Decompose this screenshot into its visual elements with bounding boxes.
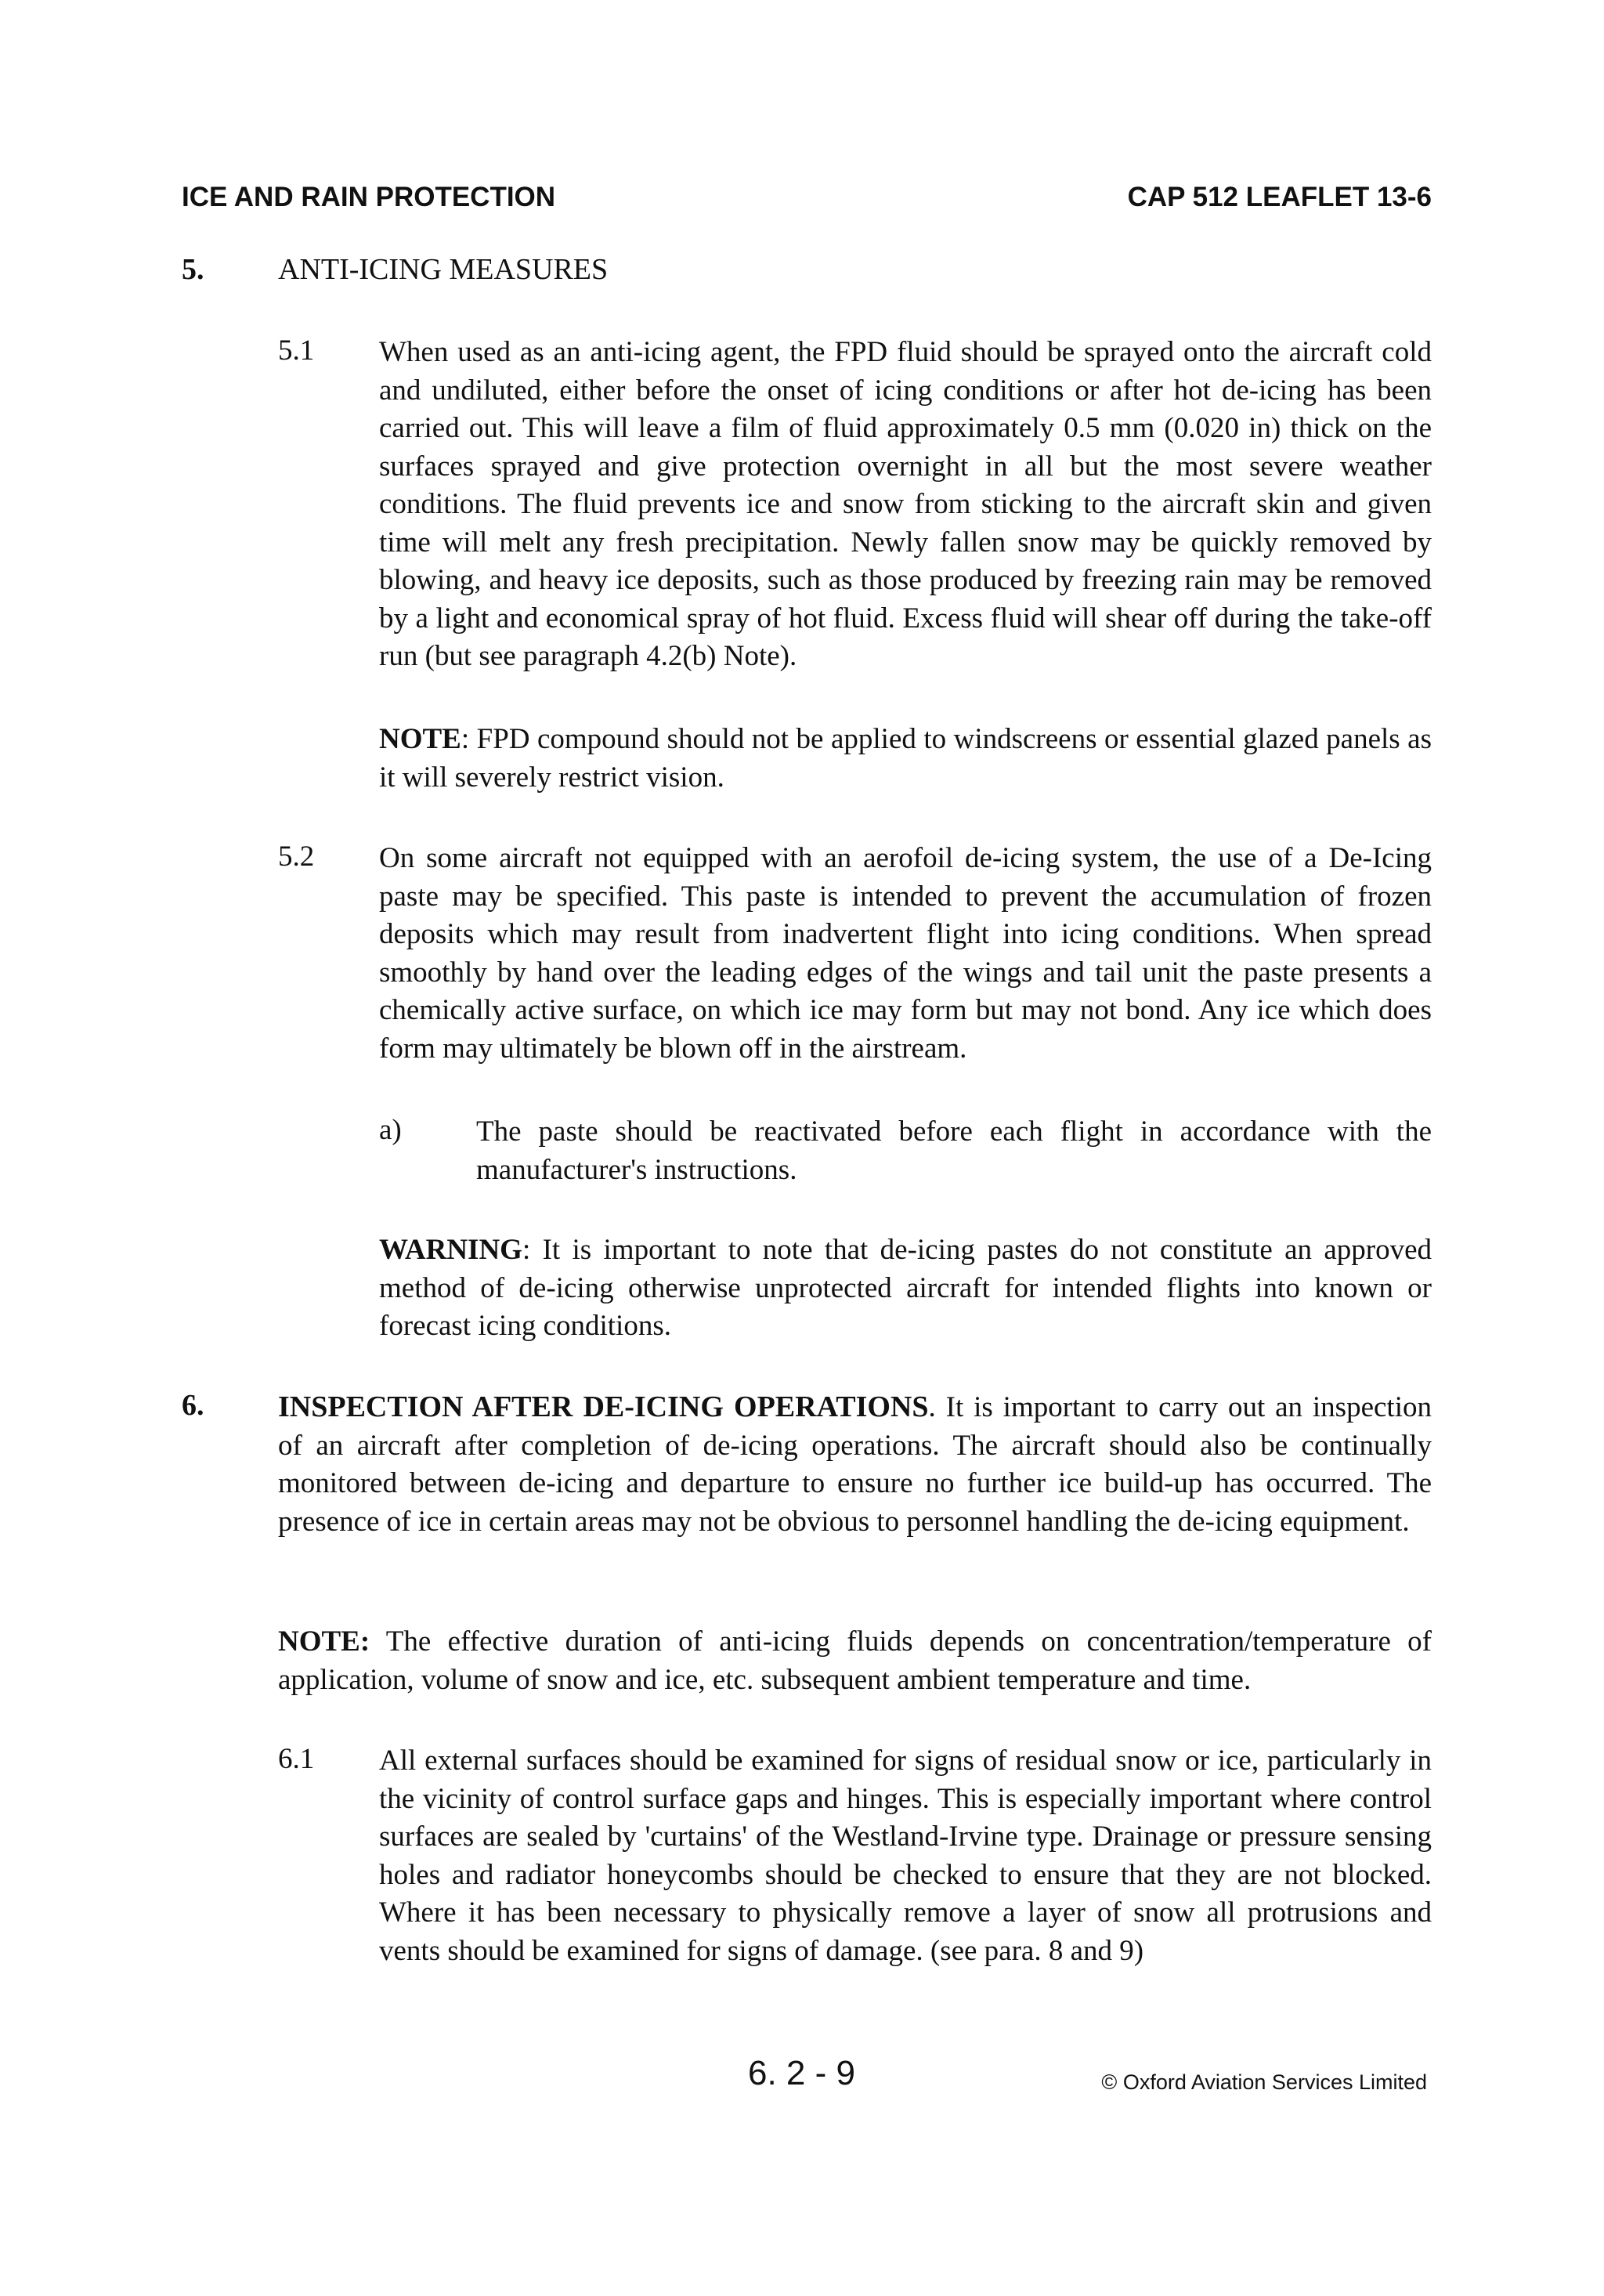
warning-label: WARNING	[379, 1234, 522, 1266]
section-5-title: ANTI-ICING MEASURES	[278, 253, 609, 286]
note-text: : FPD compound should not be applied to windscreens or essential glazed panels as it will severely restrict vision.	[379, 723, 1432, 794]
section-6-intro	[278, 1388, 1432, 1541]
item-a-text: The paste should be reactivated before each flight in accordance with the manufacturer's instructions.	[476, 1115, 1432, 1186]
section-6-intro-text: . It is important to carry out an inspection of an aircraft after completion of de-icing operations. The aircraft should also be continually monitored between de-icing and departure to ensure no further ice build-up has occurred. The presence of ice in certain areas may not be obvious to personnel handling the de-icing equipment.	[278, 1391, 1432, 1538]
para-5-1-number: 5.1	[278, 334, 315, 367]
warning	[379, 1231, 1432, 1346]
note-6	[278, 1623, 1432, 1699]
header-document-ref: CAP 512 LEAFLET 13-6	[1127, 182, 1432, 212]
para-6-1-number: 6.1	[278, 1743, 315, 1775]
note-6-text: The effective duration of anti-icing fluids depends on concentration/temperature of application, volume of snow and ice, etc. subsequent ambient temperature and time.	[278, 1625, 1432, 1696]
para-5-2-text: On some aircraft not equipped with an aerofoil de-icing system, the use of a De-Icing paste may be specified. This paste is intended to prevent the accumulation of frozen deposits which may result from inadvertent flight into icing conditions. When spread smoothly by hand over the leading edges of the wings and tail unit the paste presents a chemically active surface, on which ice may form but may not bond. Any ice which does form may ultimately be blown off in the airstream.	[379, 842, 1432, 1065]
warning-text: : It is important to note that de-icing pastes do not constitute an approved method of de-icing otherwise unprotected aircraft for intended flights into known or forecast icing conditions.	[379, 1234, 1432, 1342]
section-6-number: 6.	[182, 1389, 204, 1422]
para-6-1-text: All external surfaces should be examined for signs of residual snow or ice, particularly in the vicinity of control surface gaps and hinges. This is especially important where control surfaces are sealed by 'curtains' of the Westland-Irvine type. Drainage or pressure sensing holes and radiator honeycombs should be checked to ensure that they are not blocked. Where it has been necessary to physically remove a layer of snow all protrusions and vents should be examined for signs of damage. (see para. 8 and 9)	[379, 1745, 1432, 1967]
section-5-number: 5.	[182, 253, 204, 286]
para-5-1-text: When used as an anti-icing agent, the FPD fluid should be sprayed onto the aircraft cold and undiluted, either before the onset of icing conditions or after hot de-icing has been carried out. This will leave a film of fluid approximately 0.5 mm (0.020 in) thick on the surfaces sprayed and give protection overnight in all but the most severe weather conditions. The fluid prevents ice and snow from sticking to the aircraft skin and given time will melt any fresh precipitation. Newly fallen snow may be quickly removed by blowing, and heavy ice deposits, such as those produced by freezing rain may be removed by a light and economical spray of hot fluid. Excess fluid will shear off during the take-off run (but see paragraph 4.2(b) Note).	[379, 336, 1432, 672]
item-a-label: a)	[379, 1114, 402, 1146]
note-5-1	[379, 721, 1432, 797]
header-title: ICE AND RAIN PROTECTION	[182, 182, 556, 212]
note-label: NOTE	[379, 723, 461, 755]
note-6-label: NOTE:	[278, 1625, 370, 1658]
copyright: © Oxford Aviation Services Limited	[1101, 2070, 1427, 2094]
page-number: 6. 2 - 9	[748, 2054, 855, 2092]
section-6-title: INSPECTION AFTER DE-ICING OPERATIONS	[278, 1390, 929, 1423]
para-5-2-number: 5.2	[278, 841, 315, 873]
